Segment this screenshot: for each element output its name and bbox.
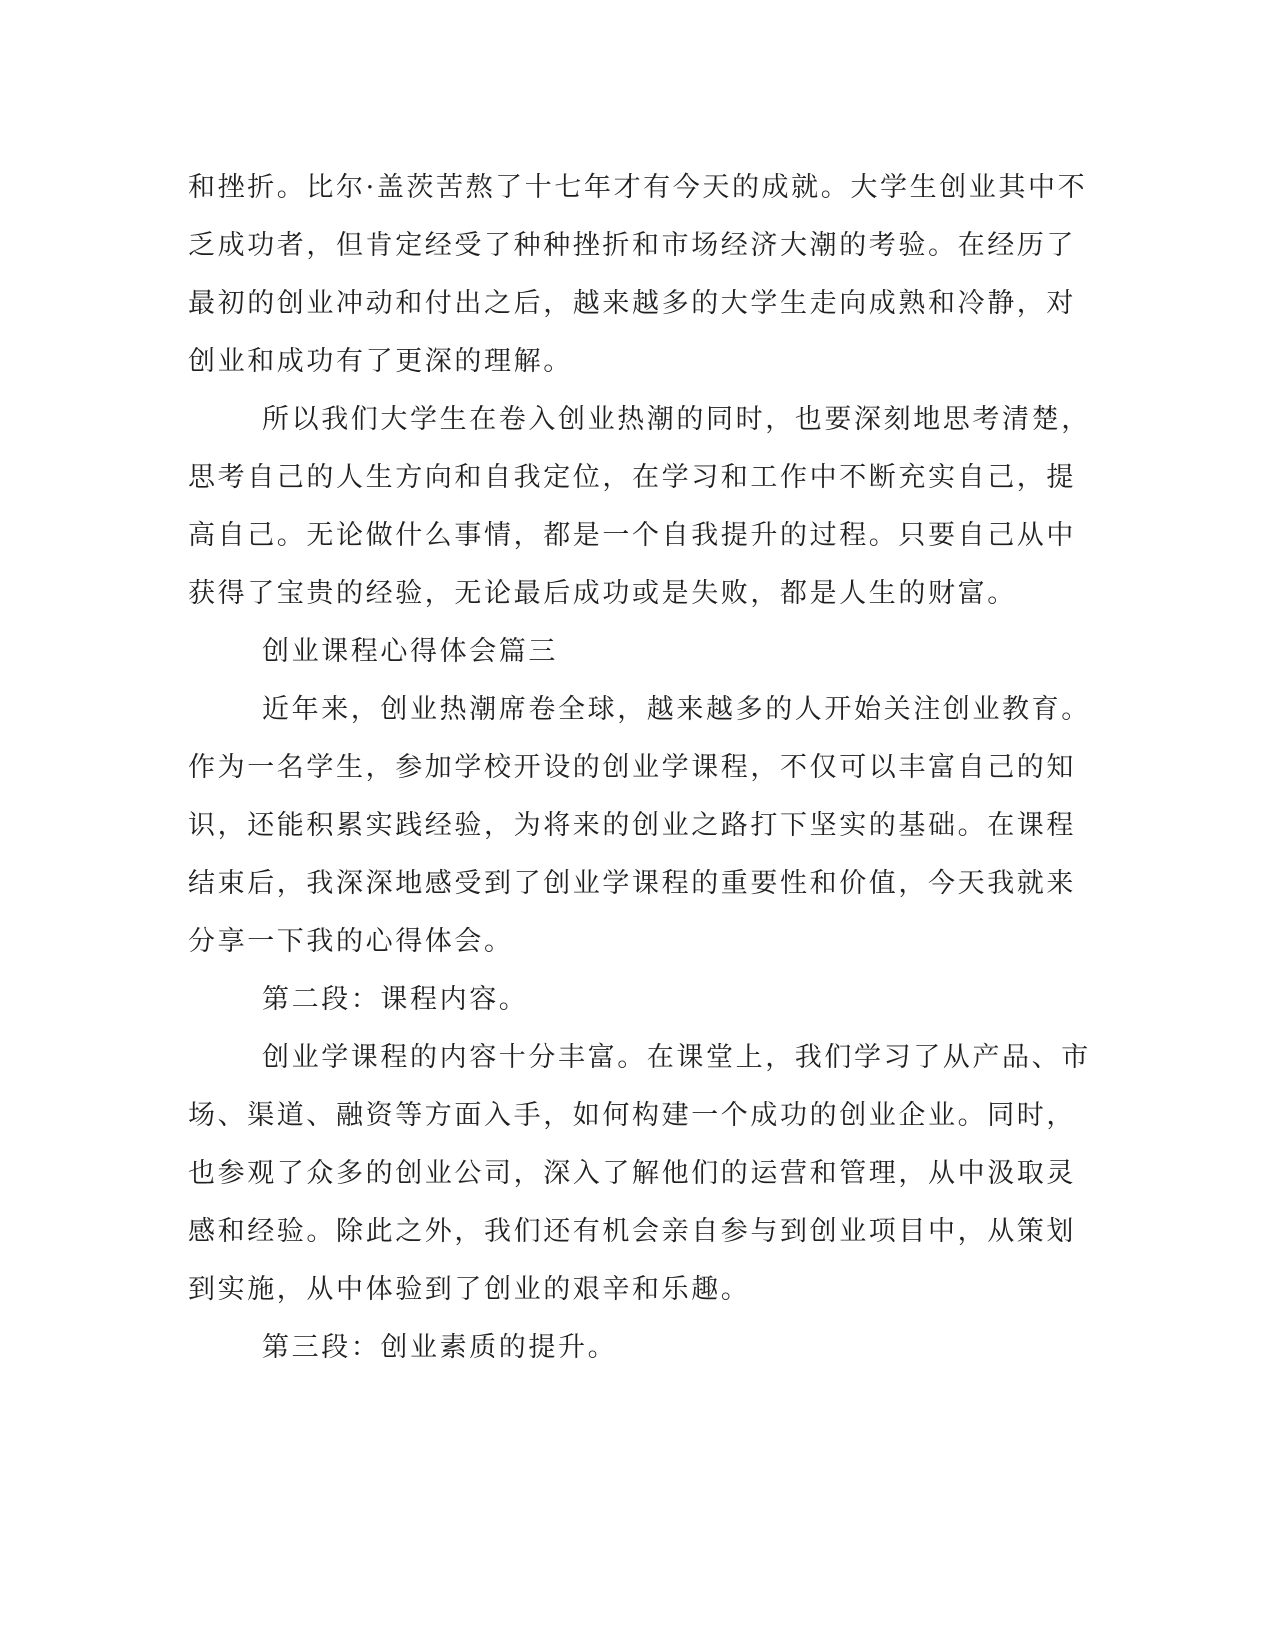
section-heading: 第二段：课程内容。: [262, 984, 529, 1015]
text-line: 感和经验。除此之外，我们还有机会亲自参与到创业项目中，从策划: [188, 1216, 1076, 1247]
text-line: 乏成功者，但肯定经受了种种挫折和市场经济大潮的考验。在经历了: [188, 230, 1076, 261]
text-line: 场、渠道、融资等方面入手，如何构建一个成功的创业企业。同时，: [188, 1100, 1076, 1131]
text-line: 也参观了众多的创业公司，深入了解他们的运营和管理，从中汲取灵: [188, 1158, 1076, 1189]
text-line: 创业和成功有了更深的理解。: [188, 346, 573, 377]
text-line: 获得了宝贵的经验，无论最后成功或是失败，都是人生的财富。: [188, 578, 1017, 609]
text-line: 高自己。无论做什么事情，都是一个自我提升的过程。只要自己从中: [188, 520, 1076, 551]
text-line: 思考自己的人生方向和自我定位，在学习和工作中不断充实自己，提: [188, 462, 1076, 493]
text-line: 结束后，我深深地感受到了创业学课程的重要性和价值，今天我就来: [188, 868, 1076, 899]
section-heading: 第三段：创业素质的提升。: [262, 1332, 618, 1363]
text-line: 最初的创业冲动和付出之后，越来越多的大学生走向成熟和冷静，对: [188, 288, 1076, 319]
text-line: 识，还能积累实践经验，为将来的创业之路打下坚实的基础。在课程: [188, 810, 1076, 841]
text-line: 近年来，创业热潮席卷全球，越来越多的人开始关注创业教育。: [262, 694, 1091, 725]
text-line: 创业学课程的内容十分丰富。在课堂上，我们学习了从产品、市: [262, 1042, 1091, 1073]
text-line: 和挫折。比尔·盖茨苦熬了十七年才有今天的成就。大学生创业其中不: [188, 172, 1088, 203]
text-line: 到实施，从中体验到了创业的艰辛和乐趣。: [188, 1274, 751, 1305]
section-heading: 创业课程心得体会篇三: [262, 636, 558, 667]
text-line: 分享一下我的心得体会。: [188, 926, 514, 957]
text-line: 所以我们大学生在卷入创业热潮的同时，也要深刻地思考清楚，: [262, 404, 1091, 435]
text-line: 作为一名学生，参加学校开设的创业学课程，不仅可以丰富自己的知: [188, 752, 1076, 783]
